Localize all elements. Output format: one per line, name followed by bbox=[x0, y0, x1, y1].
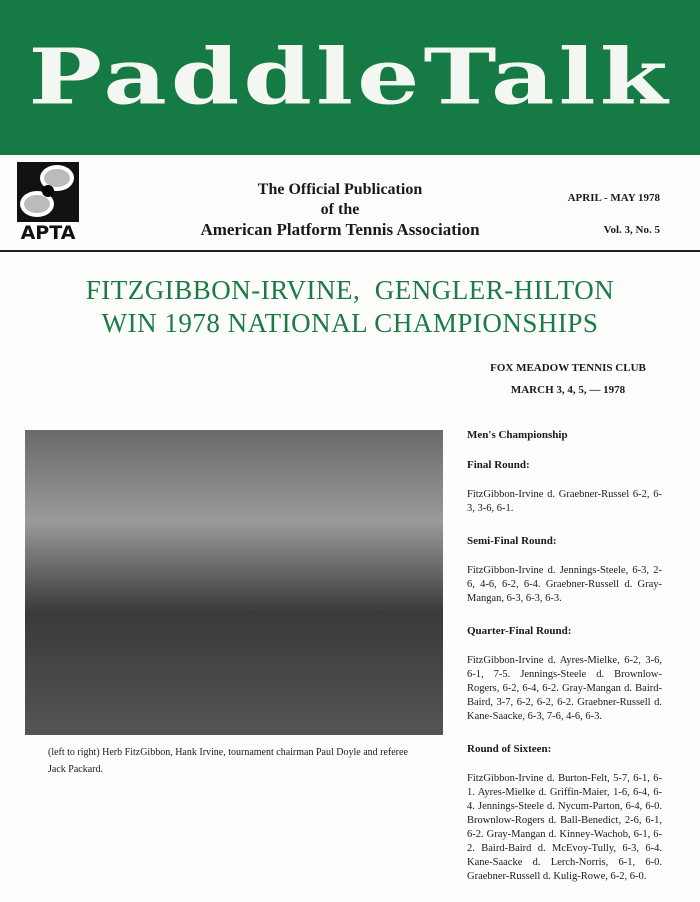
issue-volume: Vol. 3, No. 5 bbox=[603, 224, 660, 236]
round-results: FitzGibbon-Irvine d. Jennings-Steele, 6-3, 2-6, 4-6, 6-2, 6-4. Graebner-Russell d. Gray-Mangan, 6-3, 6-3, 6-3. bbox=[467, 565, 662, 604]
divider bbox=[0, 250, 700, 252]
round-results: FitzGibbon-Irvine d. Graebner-Russel 6-2, 6-3, 3-6, 6-1. bbox=[467, 489, 662, 514]
logo-text: APTA bbox=[20, 222, 76, 244]
masthead-banner bbox=[0, 0, 700, 155]
headline-line-2: WIN 1978 NATIONAL CHAMPIONSHIPS bbox=[101, 308, 599, 338]
masthead-title: PaddleTalk bbox=[28, 32, 672, 123]
pub-line-2: of the bbox=[320, 201, 360, 218]
round-title: Round of Sixteen: bbox=[467, 743, 552, 755]
round-title: Quarter-Final Round: bbox=[467, 625, 572, 637]
photo-caption: (left to right) Herb FitzGibbon, Hank Irvine, tournament chairman Paul Doyle and referee Jack Packard. bbox=[48, 747, 408, 775]
pub-line-1: The Official Publication bbox=[257, 181, 423, 198]
section-title: Men's Championship bbox=[467, 429, 568, 441]
round-results: FitzGibbon-Irvine d. Burton-Felt, 5-7, 6-1, 6-1. Ayres-Mielke d. Griffin-Maier, 1-6, 6-4, 6-4. Jennings-Steele d. Nycum-Parton, 6-4, 6-0. Brownlow-Rogers d. Ball-Benedict, 2-6, 6-1, 6-2. Gray-Mangan d. Kinney-Wachob, 6-1, 6-2. Baird-Baird d. McEvoy-Tully, 6-3, 6-4. Kane-Saacke d. Lerch-Norris, 6-1, 6-0. Graebner-Russell d. Kulig-Rowe, 6-2, 6-0. bbox=[467, 773, 662, 882]
round-results: FitzGibbon-Irvine d. Ayres-Mielke, 6-2, 3-6, 6-1, 7-5. Jennings-Steele d. Brownlow-Rogers, 6-2, 6-4, 6-2. Gray-Mangan d. Baird-Baird, 3-7, 6-2, 6-2, 6-2. Graebner-Russell d. Kane-Saacke, 6-3, 7-6, 4-6, 6-3. bbox=[467, 655, 662, 722]
results-column bbox=[467, 428, 662, 902]
event-info bbox=[468, 357, 668, 401]
headline-line-1: FITZGIBBON-IRVINE, GENGLER-HILTON bbox=[85, 275, 615, 305]
event-dates: MARCH 3, 4, 5, — 1978 bbox=[510, 384, 626, 396]
pub-line-3: American Platform Tennis Association bbox=[200, 220, 480, 239]
headline bbox=[20, 274, 680, 340]
round-title: Semi-Final Round: bbox=[467, 535, 557, 547]
trophy-photo bbox=[25, 430, 443, 735]
round-title: Final Round: bbox=[467, 459, 530, 471]
publication-info bbox=[180, 180, 500, 240]
event-venue: FOX MEADOW TENNIS CLUB bbox=[490, 362, 646, 374]
issue-date: APRIL - MAY 1978 bbox=[567, 192, 660, 204]
